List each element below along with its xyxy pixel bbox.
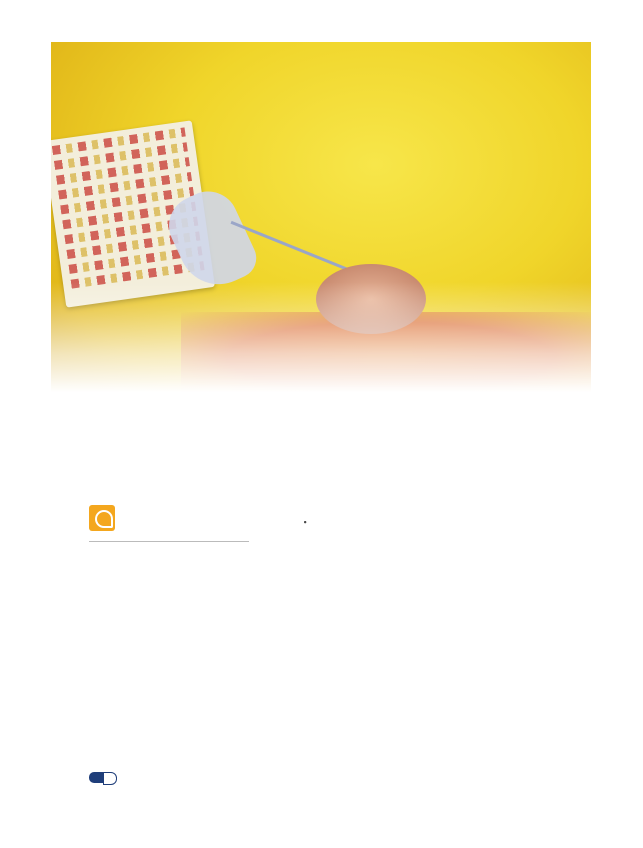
author-info-column xyxy=(89,505,269,564)
journal-logo xyxy=(103,772,117,785)
checker-band-bottom xyxy=(51,90,591,118)
carte-badge-icon xyxy=(89,505,115,531)
page-footer xyxy=(89,772,547,784)
body-column xyxy=(301,508,547,518)
photo-fade xyxy=(51,282,591,392)
cover-photo xyxy=(51,42,591,392)
checker-band-top xyxy=(51,42,591,90)
divider xyxy=(89,541,249,542)
